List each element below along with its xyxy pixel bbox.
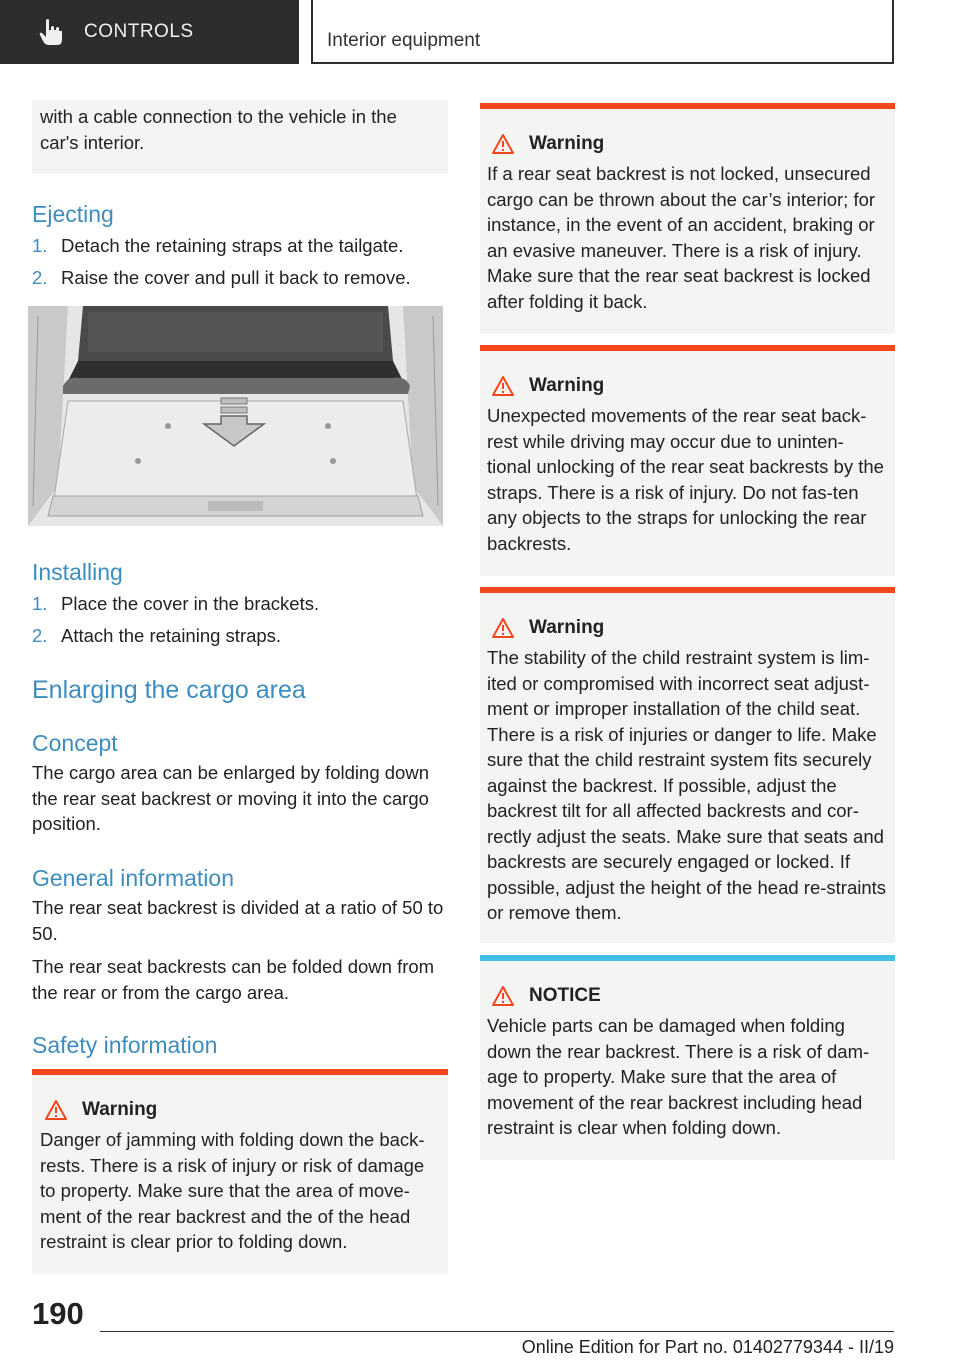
warning-triangle-icon: [491, 617, 515, 639]
warning-box: [480, 587, 895, 943]
installing-steps: [32, 588, 448, 652]
notice-box: [480, 955, 895, 1160]
general-text-2: The rear seat backrests can be folded down from the rear or from the cargo area.: [32, 956, 435, 1003]
warning-title: Warning: [491, 617, 888, 639]
warning-title: Warning: [44, 1099, 440, 1121]
cargo-cover-illustration: [28, 306, 443, 526]
chapter-title: Interior equipment: [327, 30, 481, 51]
warning-triangle-icon: [44, 1099, 68, 1121]
hand-pointer-icon: [38, 18, 64, 46]
safety-heading: Safety information: [32, 1032, 218, 1058]
ejecting-heading: Ejecting: [32, 201, 114, 227]
warning-triangle-icon: [491, 375, 515, 397]
concept-text: The cargo area can be enlarged by folding down the rear seat backrest or moving it into the cargo position.: [32, 762, 429, 834]
warning-box: [480, 103, 895, 334]
list-item: 1. Detach the retaining straps at the tailgate.: [32, 235, 404, 256]
chapter-header: [311, 0, 894, 64]
notice-text: Vehicle parts can be damaged when folding down the rear backrest. There is a risk of dam-age to property. Make sure that the area of movement of the rear backrest including head restraint is clear when folding down.: [487, 1015, 870, 1138]
list-item: 1. Place the cover in the brackets.: [32, 593, 320, 614]
installing-section: [32, 558, 448, 652]
general-heading: General information: [32, 865, 234, 891]
footer-divider: [100, 1331, 894, 1332]
ejecting-steps: [32, 230, 448, 294]
general-text-1: The rear seat backrest is divided at a ratio of 50 to 50.: [32, 897, 444, 944]
intro-text: with a cable connection to the vehicle in the car's interior.: [40, 106, 397, 153]
warning-box: [480, 345, 895, 576]
enlarging-heading: Enlarging the cargo area: [32, 676, 306, 704]
warning-text: Unexpected movements of the rear seat back-rest while driving may occur due to uninten-tional unlocking of the rear seat backrests by the straps. There is a risk of injury. Do not fas-ten any objects to the straps for unlocking the rear backrests.: [487, 405, 884, 554]
section-tab[interactable]: [0, 0, 299, 64]
warning-text: Danger of jamming with folding down the back-rests. There is a risk of injury or risk of damage to property. Make sure that the area of move-ment of the rear backrest and the of the head restraint is clear prior to folding down.: [40, 1129, 425, 1252]
concept-section: [32, 729, 452, 837]
page-number: 190: [32, 1296, 84, 1331]
list-item: 2. Raise the cover and pull it back to remove.: [32, 267, 411, 288]
notice-title: NOTICE: [491, 985, 888, 1007]
warning-triangle-icon: [491, 133, 515, 155]
warning-title: Warning: [491, 375, 888, 397]
warning-text: If a rear seat backrest is not locked, unsecured cargo can be thrown about the car’s interior; for instance, in the event of an accident, braking or an evasive maneuver. There is a risk of injury. Make sure that the rear seat backrest is locked after folding it back.: [487, 163, 876, 312]
general-section: [32, 864, 452, 1005]
intro-box: [32, 100, 448, 174]
warning-box: [32, 1069, 448, 1274]
warning-triangle-icon: [491, 985, 515, 1007]
installing-heading: Installing: [32, 559, 123, 585]
section-title: CONTROLS: [84, 21, 194, 42]
concept-heading: Concept: [32, 730, 118, 756]
edition-text: Online Edition for Part no. 01402779344 - II/19: [521, 1337, 894, 1357]
list-item: 2. Attach the retaining straps.: [32, 625, 282, 646]
warning-text: The stability of the child restraint system is lim-ited or compromised with incorrect seat adjust-ment or improper installation of the child seat. There is a risk of injuries or danger to life. Make sure that the child restraint system fits securely against the backrest. If possible, adjust the backrest tilt for all affected backrests and cor-rectly adjust the seats. Make sure that seats and backrests are securely engaged or locked. If possible, adjust the height of the head re-straints or remove them.: [487, 647, 887, 923]
ejecting-section: [32, 200, 448, 294]
warning-title: Warning: [491, 133, 888, 155]
